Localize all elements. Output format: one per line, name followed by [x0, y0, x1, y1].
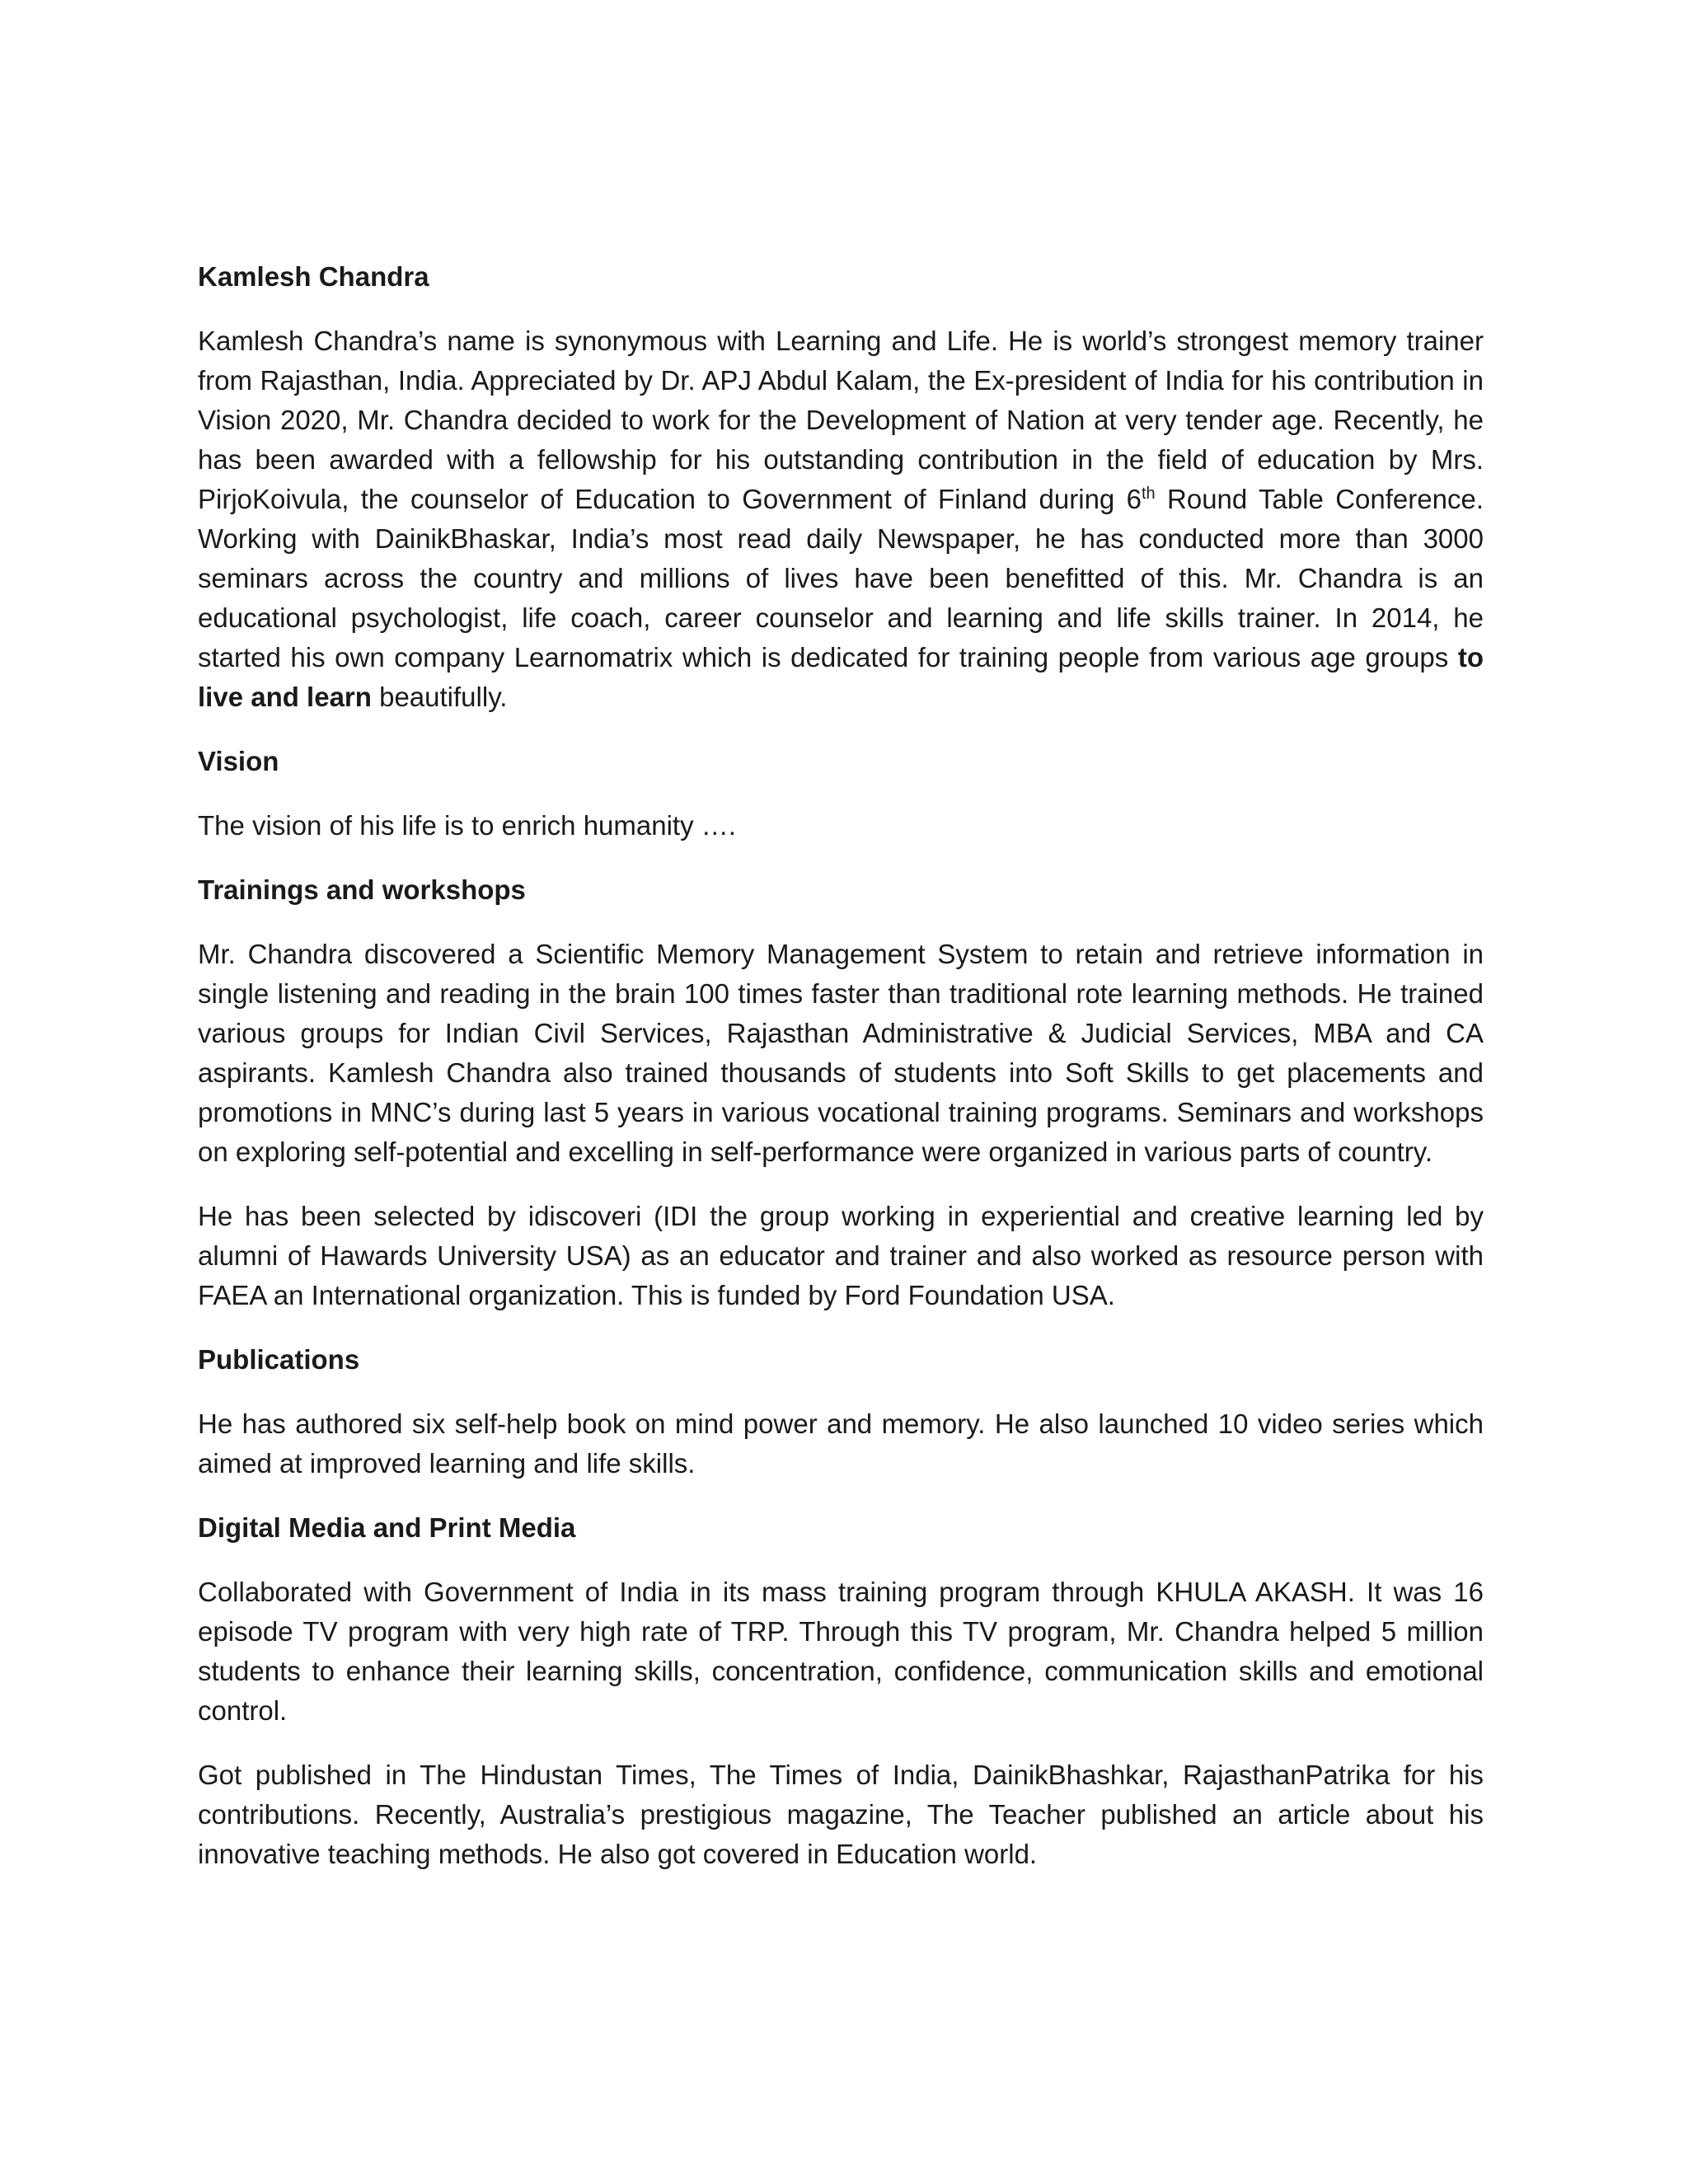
vision-paragraph: The vision of his life is to enrich humanity ….: [198, 810, 736, 841]
bio-bold-phrase: to live and learn: [198, 642, 1484, 712]
bio-text-part3: beautifully.: [371, 682, 508, 712]
bio-text-part2: Round Table Conference. Working with DainikBhaskar, India’s most read daily Newspaper, he has conducted more than 3000 seminars across the country and millions of lives have been benefitted of this. Mr. Chandra is an educational psychologist, life coach, career counselor and learning and life skills trainer. In 2014, he started his own company Learnomatrix which is dedicated for training people from various age groups: [198, 484, 1484, 673]
publications-heading: Publications: [198, 1344, 360, 1375]
publications-paragraph: He has authored six self-help book on mind power and memory. He also launched 10 video series which aimed at improved learning and life skills.: [198, 1408, 1484, 1479]
bio-superscript: th: [1141, 485, 1156, 503]
vision-heading: Vision: [198, 746, 279, 776]
media-heading: Digital Media and Print Media: [198, 1512, 576, 1543]
bio-text-part1: Kamlesh Chandra’s name is synonymous with Learning and Life. He is world’s strongest memory trainer from Rajasthan, India. Appreciated by Dr. APJ Abdul Kalam, the Ex-president of India for his contribution in Vision 2020, Mr. Chandra decided to work for the Development of Nation at very tender age. Recently, he has been awarded with a fellowship for his outstanding contribution in the field of education by Mrs. PirjoKoivula, the counselor of Education to Government of Finland during 6: [198, 326, 1484, 514]
media-paragraph-2: Got published in The Hindustan Times, The Times of India, DainikBhashkar, RajasthanPatrika for his contributions. Recently, Australia’s prestigious magazine, The Teacher published an article about his innovative teaching methods. He also got covered in Education world.: [198, 1760, 1484, 1869]
trainings-paragraph-2: He has been selected by idiscoveri (IDI the group working in experiential and creative learning led by alumni of Hawards University USA) as an educator and trainer and also worked as resource person with FAEA an International organization. This is funded by Ford Foundation USA.: [198, 1201, 1484, 1310]
name-heading: Kamlesh Chandra: [198, 261, 429, 292]
media-paragraph-1: Collaborated with Government of India in its mass training program through KHULA AKASH. It was 16 episode TV program with very high rate of TRP. Through this TV program, Mr. Chandra helped 5 million students to enhance their learning skills, concentration, confidence, communication skills and emotional control.: [198, 1577, 1484, 1726]
trainings-heading: Trainings and workshops: [198, 874, 526, 905]
bio-paragraph: [198, 321, 1484, 717]
document-body: [198, 257, 1484, 1899]
trainings-paragraph-1: Mr. Chandra discovered a Scientific Memory Management System to retain and retrieve information in single listening and reading in the brain 100 times faster than traditional rote learning methods. He trained various groups for Indian Civil Services, Rajasthan Administrative & Judicial Services, MBA and CA aspirants. Kamlesh Chandra also trained thousands of students into Soft Skills to get placements and promotions in MNC’s during last 5 years in various vocational training programs. Seminars and workshops on exploring self-potential and excelling in self-performance were organized in various parts of country.: [198, 939, 1484, 1167]
